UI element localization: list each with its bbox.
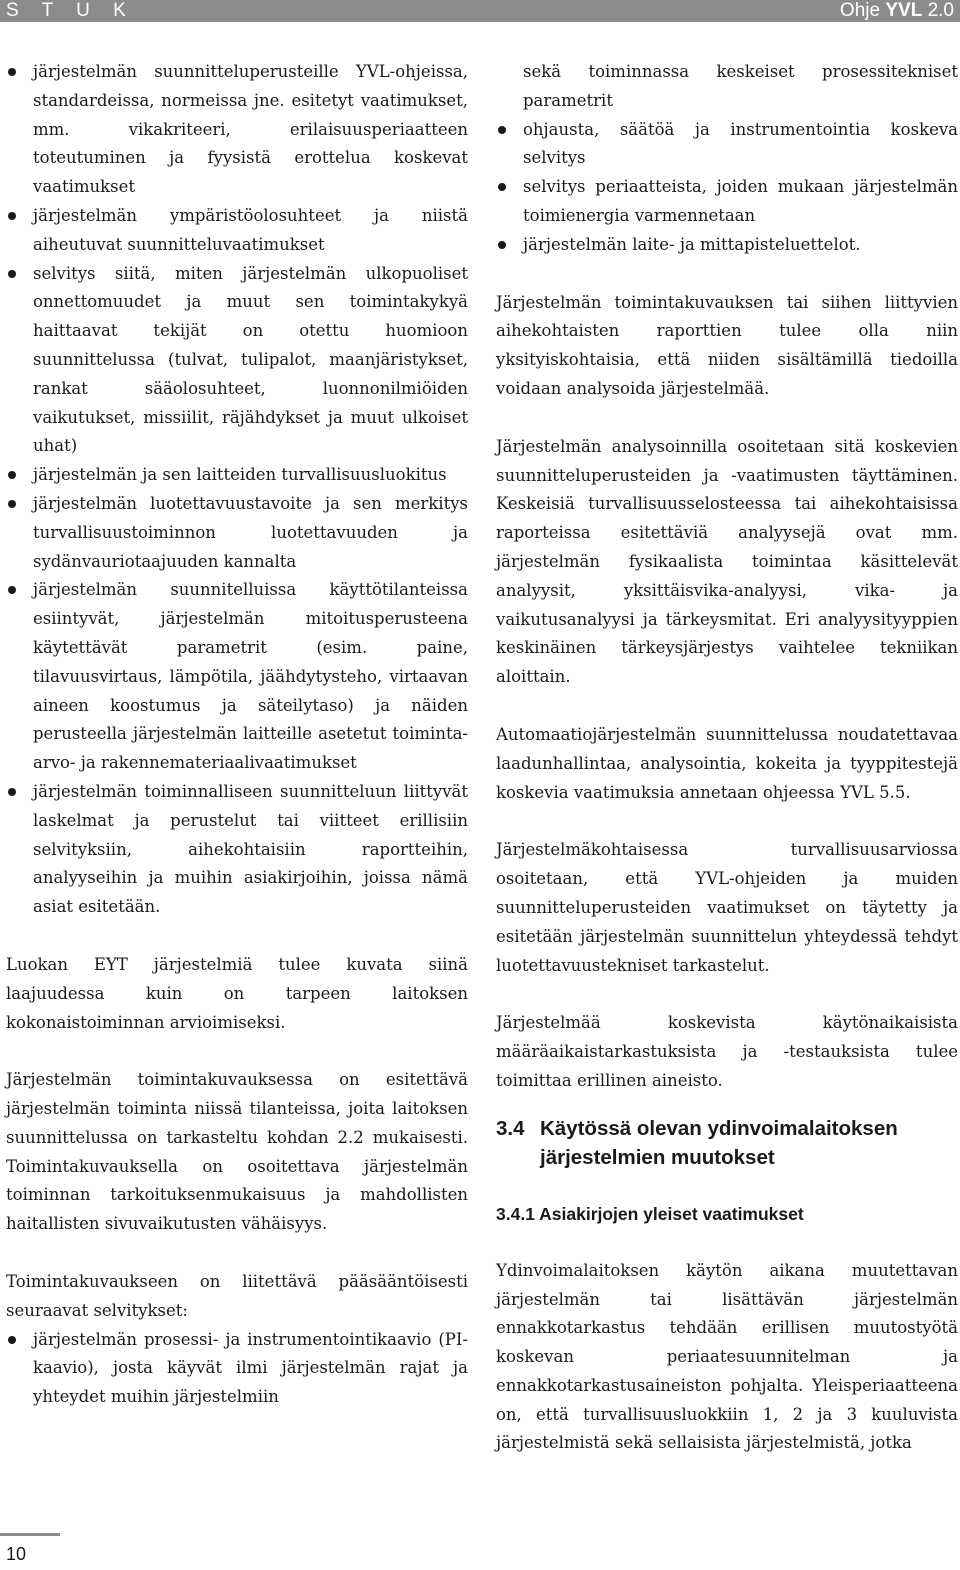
list-item-text: järjestelmän toiminnalliseen suunnitteluun liittyvät laskelmat ja perustelut tai viitteet erillisiin selvityksiin, aihekohtaisiin raportteihin, analyyseihin ja muihin asiakirjoihin, joissa nämä asiat esitetään. [33,781,468,917]
list-item [6,202,468,260]
guide-prefix: Ohje [839,0,886,21]
list-item [496,231,958,260]
bullet-icon [498,126,506,134]
body-paragraph: Ydinvoimalaitoksen käytön aikana muutettavan järjestelmän tai lisättävän järjestelmän ennakkotarkastus tehdään erillisen muutostyötä koskevan periaatesuunnitelman ja ennakkotarkastusaineiston pohjalta. Yleisperiaatteena on, että turvallisuusluokkiin 1, 2 ja 3 kuuluvista järjestelmistä sekä sellaisista järjestelmistä, jotka [496,1260,958,1453]
bullet-icon [8,212,16,220]
bullet-icon [8,68,16,76]
body-paragraph: Järjestelmän analysoinnilla osoitetaan sitä koskevien suunnitteluperusteiden ja -vaatimusten täyttäminen. Keskeisiä turvallisuusselosteessa tai aihekohtaisissa raporteissa esitettäviä analyysejä ovat mm. järjestelmän fysikaalista toimintaa käsittelevät analyysit, yksittäisvika-analyysi, vika- ja vaikutusanalyysi ja tärkeysmitat. Eri analyysityyppien keskinäinen tärkeysjärjestys vaihtelee tekniikan aloittain. [496,436,958,687]
footer-rule [0,1533,60,1536]
list-item [6,778,468,922]
bullet-icon [8,500,16,508]
bullet-icon [498,183,506,191]
page-number: 10 [6,1544,27,1564]
left-column [6,58,468,1412]
list-item [496,173,958,231]
list-item-text: ohjausta, säätöä ja instrumentointia koskeva selvitys [523,119,958,168]
right-column [496,58,958,1458]
section-title: Käytössä olevan ydinvoimalaitoksen järjestelmien muutokset [540,1116,898,1169]
body-paragraph: Järjestelmäkohtaisessa turvallisuusarviossa osoitetaan, että YVL-ohjeiden ja muiden suunnitteluperusteiden vaatimukset on täytetty ja esitetään järjestelmän suunnittelun yhteydessä tehdyt luotettavuustekniset tarkastelut. [496,840,958,975]
body-paragraph: Toimintakuvaukseen on liitettävä pääsääntöisesti seuraavat selvitykset: [6,1272,468,1320]
list-item-continuation: sekä toiminnassa keskeiset prosessitekniset parametrit [523,62,958,110]
section-number: 3.4 [496,1116,525,1140]
attachments-bullet-list [6,1326,468,1412]
list-item [6,576,468,778]
guide-number: 2.0 [922,0,954,21]
page-header [0,0,960,22]
list-item-text: järjestelmän ja sen laitteiden turvallisuusluokitus [33,465,447,485]
brand-name: S T U K [6,0,135,21]
section-heading [496,1114,958,1172]
bullet-icon [8,788,16,796]
body-paragraph: Luokan EYT järjestelmiä tulee kuvata siinä laajuudessa kuin on tarpeen laitoksen kokonaistoiminnan arvioimiseksi. [6,954,468,1032]
list-item [6,461,468,490]
body-paragraph: Järjestelmää koskevista käytönaikaisista määräaikaistarkastuksista ja -testauksista tulee toimittaa erillinen aineisto. [496,1013,958,1090]
list-item-text: järjestelmän laite- ja mittapisteluettelot. [523,234,861,254]
bullet-icon [8,1336,16,1344]
guide-reference [840,0,954,22]
list-item-text: järjestelmän luotettavuustavoite ja sen merkitys turvallisuustoiminnon luotettavuuden ja sydänvauriotaajuuden kannalta [33,493,468,571]
requirements-bullet-list [6,58,468,922]
body-paragraph: Järjestelmän toimintakuvauksen tai siihen liittyvien aihekohtaisten raporttien tulee olla niin yksityiskohtaisia, että niiden sisältämillä tiedoilla voidaan analysoida järjestelmää. [496,292,958,398]
list-item [6,490,468,576]
list-item [496,116,958,174]
list-item-text: järjestelmän ympäristöolosuhteet ja niistä aiheutuvat suunnitteluvaatimukset [33,205,468,254]
list-item-text: selvitys siitä, miten järjestelmän ulkopuoliset onnettomuudet ja muut sen toimintakykyä haittaavat tekijät on otettu huomioon suunnittelussa (tulvat, tulipalot, maanjäristykset, rankat sääolosuhteet, luonnonilmiöiden vaikutukset, missiilit, räjähdykset ja muut ulkoiset uhat) [33,263,468,456]
subsection-heading: 3.4.1 Asiakirjojen yleiset vaatimukset [496,1203,804,1224]
list-item-text: selvitys periaatteista, joiden mukaan järjestelmän toimienergia varmennetaan [523,177,958,225]
list-item-text: järjestelmän suunnitteluperusteille YVL-ohjeissa, standardeissa, normeissa jne. esitetyt vaatimukset, mm. vikakriteeri, erilaisuusperiaatteen toteutuminen ja fyysistä erottelua koskevat vaatimukset [33,62,468,197]
guide-code: YVL [885,0,923,21]
list-item [6,260,468,462]
list-item [6,1326,468,1412]
list-item-text: järjestelmän suunnitelluissa käyttötilanteissa esiintyvät, järjestelmän mitoitusperusteena käytettävät parametrit (esim. paine, tilavuusvirtaus, lämpötila, jäähdytysteho, virtaavan aineen koostumus ja säteilytaso) ja näiden perusteella järjestelmän laitteille asetetut toiminta-arvo- ja rakennemateriaalivaatimukset [33,580,468,773]
body-paragraph: Automaatiojärjestelmän suunnittelussa noudatettavaa laadunhallintaa, analysointia, kokeita ja tyyppitestejä koskevia vaatimuksia annetaan ohjeessa YVL 5.5. [496,724,958,802]
list-item-text: järjestelmän prosessi- ja instrumentointikaavio (PI-kaavio), josta käyvät ilmi järjestelmän rajat ja yhteydet muihin järjestelmiin [33,1329,468,1407]
bullet-icon [8,471,16,479]
bullet-icon [8,586,16,594]
list-item [6,58,468,202]
attachments-bullet-list-continued [496,116,958,260]
body-paragraph: Järjestelmän toimintakuvauksessa on esitettävä järjestelmän toiminta niissä tilanteissa, joita laitoksen suunnittelussa on tarkasteltu kohdan 2.2 mukaisesti. Toimintakuvauksella on osoitettava järjestelmän toiminnan tarkoituksenmukaisuus ja mahdollisten haitallisten sivuvaikutusten vähäisyys. [6,1070,468,1234]
bullet-icon [8,270,16,278]
bullet-icon [498,241,506,249]
